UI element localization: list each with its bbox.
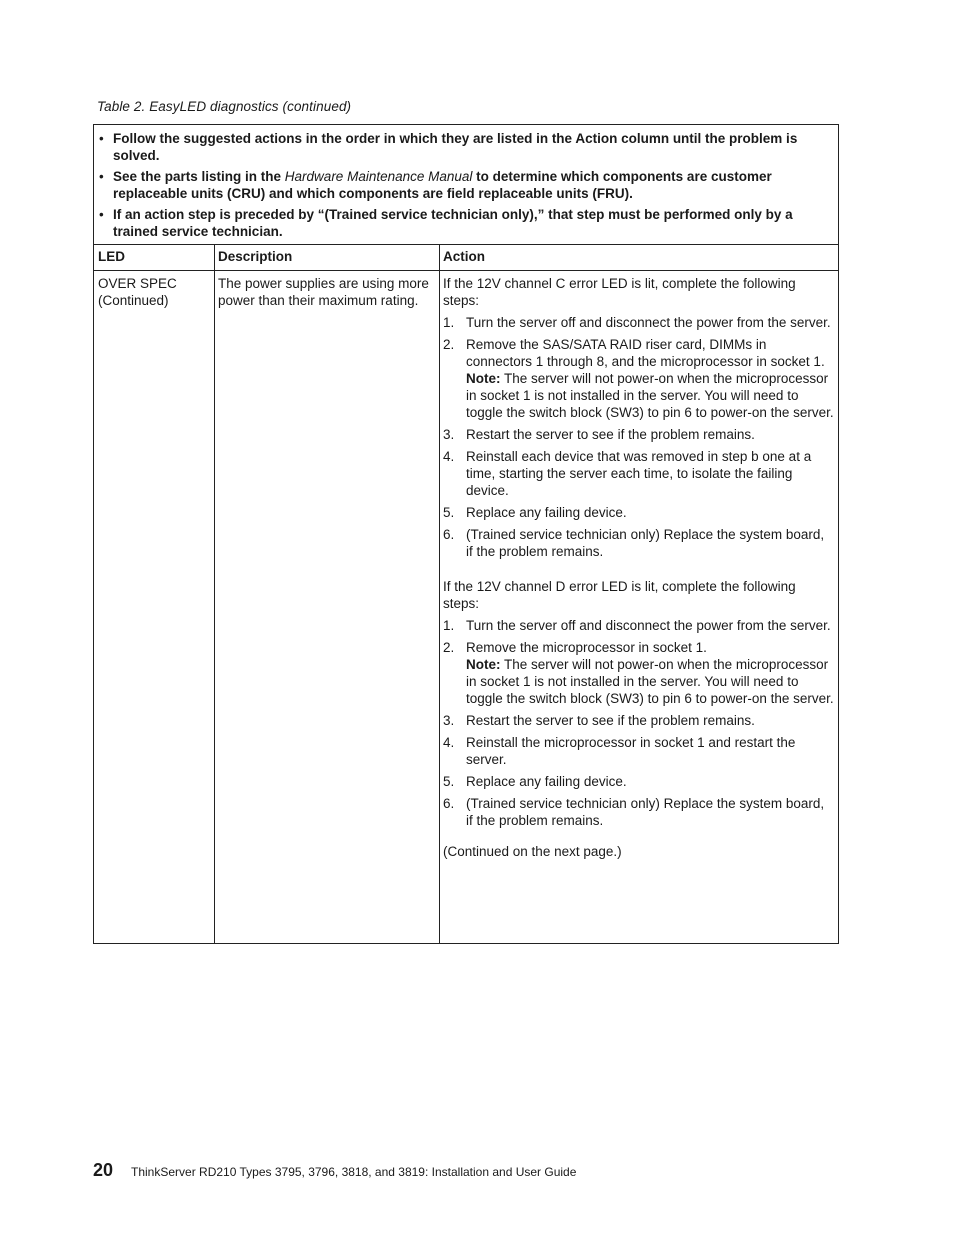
channel-c-intro: If the 12V channel C error LED is lit, complete the following steps: (443, 276, 796, 308)
list-item (443, 314, 834, 331)
footer-title: ThinkServer RD210 Types 3795, 3796, 3818, and 3819: Installation and User Guide (131, 1165, 577, 1179)
step-number: 4. (443, 735, 455, 750)
note-item (97, 206, 832, 240)
note-item (97, 168, 832, 202)
step-number: 5. (443, 774, 455, 789)
header-description: Description (218, 249, 293, 264)
step-number: 1. (443, 618, 455, 633)
note-item (97, 130, 832, 164)
step-number: 2. (443, 337, 455, 352)
note-text-post: to determine which components are customer replaceable units (CRU) and which components are field replaceable units (FRU). (113, 169, 772, 201)
list-item (443, 448, 834, 499)
list-item (443, 639, 834, 707)
step-text: Reinstall the microprocessor in socket 1 and restart the server. (466, 735, 796, 767)
diagnostics-table (93, 124, 839, 944)
table-notes (94, 125, 838, 245)
step-text: Turn the server off and disconnect the power from the server. (466, 315, 831, 330)
note-text: If an action step is preceded by “(Trained service technician only),” that step must be performed only by a trained service technician. (113, 207, 793, 239)
step-text: Restart the server to see if the problem remains. (466, 713, 755, 728)
step-number: 6. (443, 796, 455, 811)
step-text: Restart the server to see if the problem remains. (466, 427, 755, 442)
step-number: 3. (443, 427, 455, 442)
list-item (443, 734, 834, 768)
note-label: Note: (466, 371, 501, 386)
description-cell: The power supplies are using more power than their maximum rating. (218, 276, 429, 308)
step-text: Reinstall each device that was removed in step b one at a time, starting the server each time, to isolate the failing device. (466, 449, 812, 498)
section-spacer (443, 834, 834, 843)
led-cell: OVER SPEC (Continued) (98, 276, 177, 308)
step-text: Remove the SAS/SATA RAID riser card, DIMMs in connectors 1 through 8, and the microprocessor in socket 1. (466, 337, 825, 369)
step-note (466, 370, 834, 421)
step-text: Replace any failing device. (466, 774, 627, 789)
step-number: 2. (443, 640, 455, 655)
list-item (443, 795, 834, 829)
step-text: Remove the microprocessor in socket 1. (466, 640, 707, 655)
step-number: 6. (443, 527, 455, 542)
list-item (443, 712, 834, 729)
list-item (443, 526, 834, 560)
note-body: The server will not power-on when the microprocessor in socket 1 is not installed in the server. You will need to toggle the switch block (SW3) to pin 6 to power-on the server. (466, 657, 834, 706)
step-number: 4. (443, 449, 455, 464)
list-item (443, 504, 834, 521)
note-text: Follow the suggested actions in the order in which they are listed in the Action column until the problem is solved. (113, 131, 798, 163)
step-text: (Trained service technician only) Replace the system board, if the problem remains. (466, 796, 825, 828)
step-number: 3. (443, 713, 455, 728)
manual-title: Hardware Maintenance Manual (284, 169, 473, 184)
header-led: LED (98, 249, 125, 264)
table-header-row (94, 245, 838, 271)
list-item (443, 617, 834, 634)
list-item (443, 773, 834, 790)
step-number: 5. (443, 505, 455, 520)
section-spacer (443, 565, 834, 578)
channel-d-intro: If the 12V channel D error LED is lit, complete the following steps: (443, 579, 796, 611)
list-item (443, 426, 834, 443)
header-action: Action (443, 249, 485, 264)
action-cell (439, 271, 838, 865)
bullet-icon: • (99, 131, 104, 146)
step-number: 1. (443, 315, 455, 330)
step-note (466, 656, 834, 707)
step-text: (Trained service technician only) Replace the system board, if the problem remains. (466, 527, 825, 559)
step-text: Replace any failing device. (466, 505, 627, 520)
table-caption: Table 2. EasyLED diagnostics (continued) (97, 99, 352, 114)
column-divider (214, 245, 215, 943)
page-number: 20 (93, 1160, 114, 1180)
note-label: Note: (466, 657, 501, 672)
step-text: Turn the server off and disconnect the power from the server. (466, 618, 831, 633)
list-item (443, 336, 834, 421)
note-body: The server will not power-on when the microprocessor in socket 1 is not installed in the server. You will need to toggle the switch block (SW3) to pin 6 to power-on the server. (466, 371, 834, 420)
bullet-icon: • (99, 169, 104, 184)
bullet-icon: • (99, 207, 104, 222)
note-text-pre: See the parts listing in the (113, 169, 285, 184)
continued-note: (Continued on the next page.) (443, 844, 622, 859)
